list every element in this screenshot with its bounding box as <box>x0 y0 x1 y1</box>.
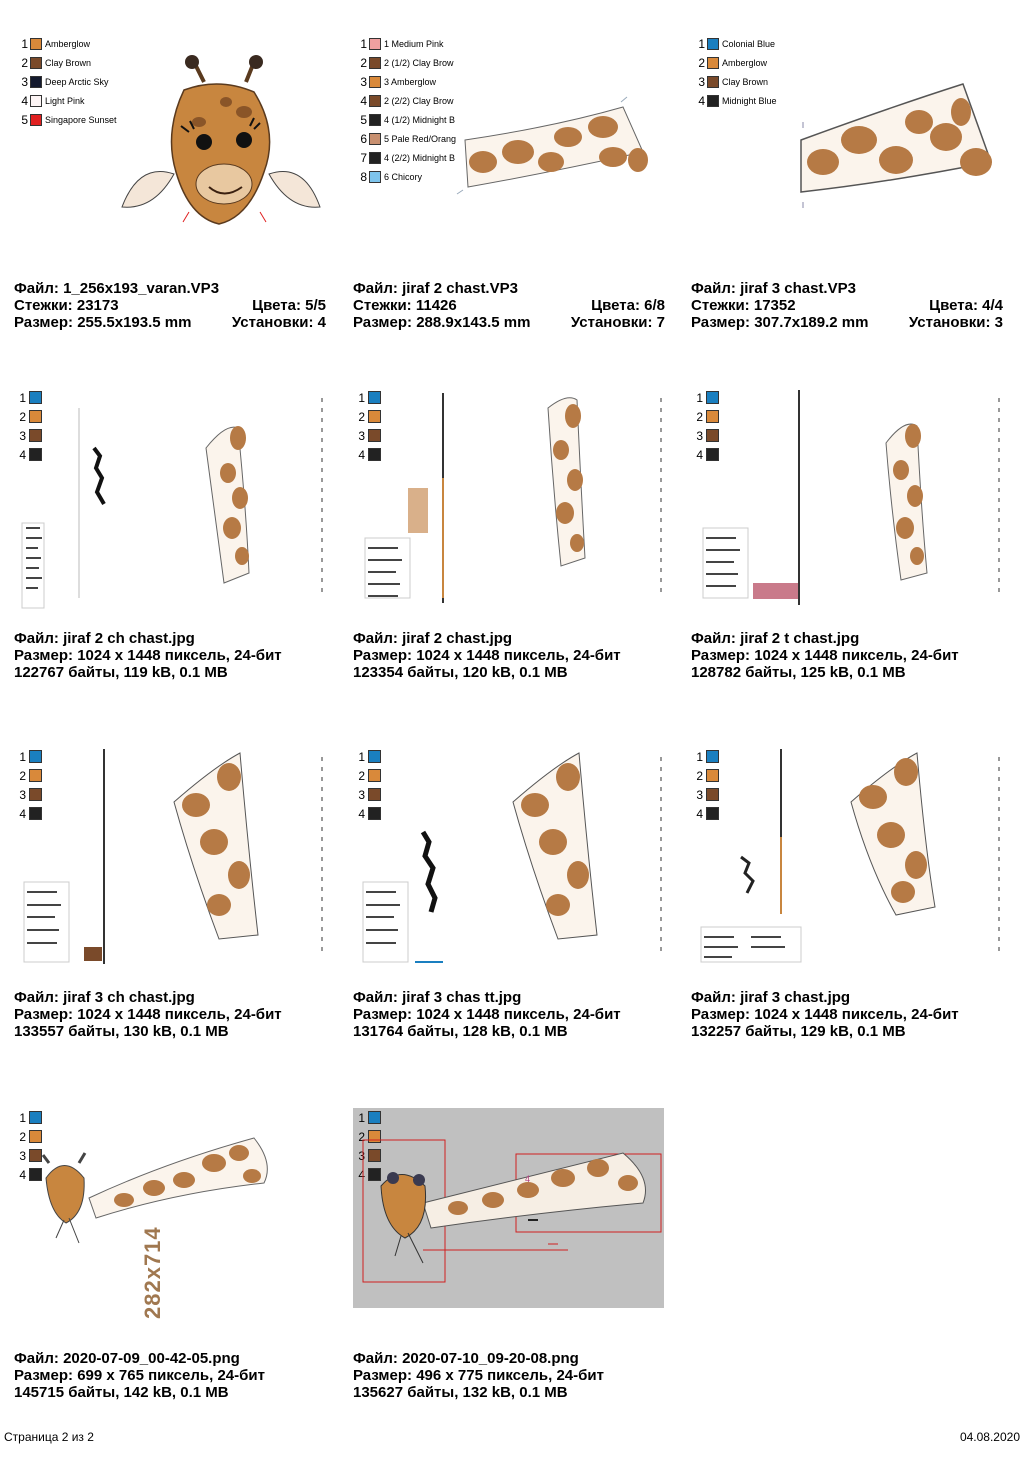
file-info: Файл: jiraf 2 t chast.jpg Размер: 1024 x 1448 пиксель, 24-бит 128782 байты, 125 kB, 0.1 MB <box>691 630 959 681</box>
legend-item: 3 3 Amberglow <box>360 74 437 89</box>
file-name: 1_256x193_varan.VP3 <box>63 280 220 297</box>
file-info: Файл: 2020-07-09_00-42-05.png Размер: 699 x 765 пиксель, 24-бит 145715 байты, 142 kB, 0.1 MB <box>14 1350 265 1401</box>
print-date: 04.08.2020 <box>959 1430 1020 1444</box>
file-name: jiraf 3 ch chast.jpg <box>63 989 195 1006</box>
file-info: Файл: jiraf 3 chas tt.jpg Размер: 1024 x 1448 пиксель, 24-бит 131764 байты, 128 kB, 0.1 MB <box>353 989 621 1040</box>
neck-curved-image <box>691 747 1003 969</box>
file-name: jiraf 3 chast.VP3 <box>740 280 856 297</box>
hoop-label: 4 <box>525 1174 531 1184</box>
mini-legend: 1 2 3 4 <box>693 388 719 464</box>
stitch-count: 11426 <box>415 297 457 314</box>
catalog-item-4 <box>14 388 326 748</box>
catalog-item-9 <box>691 747 1003 1107</box>
thumbnail-jpg-preview <box>353 747 665 969</box>
legend-item: 1 Amberglow <box>21 36 91 51</box>
legend-item: 6 5 Pale Red/Orang <box>360 131 457 146</box>
file-name: 2020-07-10_09-20-08.png <box>402 1350 579 1367</box>
legend-item: 4 Midnight Blue <box>698 93 777 108</box>
catalog-item-11 <box>353 1108 665 1468</box>
catalog-item-3 <box>691 12 1003 372</box>
giraffe-head-image <box>14 12 326 272</box>
legend-item: 2 Amberglow <box>698 55 768 70</box>
legend-item: 5 4 (1/2) Midnight B <box>360 112 456 127</box>
color-count: 5/5 <box>305 297 326 314</box>
thumbnail-jpg-preview <box>14 747 326 969</box>
image-size: 496 x 775 пиксель, 24-бит <box>416 1367 604 1384</box>
setup-count: 7 <box>656 314 665 331</box>
stitch-count: 17352 <box>753 297 796 314</box>
catalog-item-10 <box>14 1108 326 1468</box>
mini-legend: 1 2 3 4 <box>355 1108 381 1184</box>
file-bytes: 123354 байты, 120 kB, 0.1 MB <box>353 664 568 681</box>
page-number: Страница 2 из 2 <box>4 1430 94 1444</box>
legend-item: 7 4 (2/2) Midnight B <box>360 150 456 165</box>
file-name: jiraf 2 t chast.jpg <box>740 630 860 647</box>
thumbnail-jpg-preview <box>14 388 326 610</box>
file-bytes: 135627 байты, 132 kB, 0.1 MB <box>353 1384 568 1401</box>
thumbnail-jpg-preview <box>691 747 1003 969</box>
neck-curved-image <box>14 747 326 969</box>
image-size: 1024 x 1448 пиксель, 24-бит <box>754 647 959 664</box>
file-info: Файл: jiraf 3 chast.jpg Размер: 1024 x 1448 пиксель, 24-бит 132257 байты, 129 kB, 0.1 MB <box>691 989 959 1040</box>
file-info: Файл: jiraf 3 ch chast.jpg Размер: 1024 x 1448 пиксель, 24-бит 133557 байты, 130 kB, 0.1 MB <box>14 989 282 1040</box>
giraffe-hoop-layout-image <box>353 1108 664 1308</box>
neck-vertical-image <box>353 388 665 610</box>
thumbnail-png-preview <box>14 1108 326 1330</box>
design-size: 307.7x189.2 mm <box>754 314 869 331</box>
image-size: 1024 x 1448 пиксель, 24-бит <box>77 1006 282 1023</box>
file-info: Файл: jiraf 2 chast.jpg Размер: 1024 x 1448 пиксель, 24-бит 123354 байты, 120 kB, 0.1 MB <box>353 630 621 681</box>
legend-item: 2 Clay Brown <box>21 55 92 70</box>
file-bytes: 128782 байты, 125 kB, 0.1 MB <box>691 664 906 681</box>
file-name: 2020-07-09_00-42-05.png <box>63 1350 240 1367</box>
thumbnail-neck-part-2 <box>353 12 665 272</box>
file-bytes: 132257 байты, 129 kB, 0.1 MB <box>691 1023 906 1040</box>
legend-item: 1 1 Medium Pink <box>360 36 444 51</box>
setup-count: 4 <box>317 314 326 331</box>
design-size: 288.9x143.5 mm <box>416 314 531 331</box>
file-bytes: 145715 байты, 142 kB, 0.1 MB <box>14 1384 229 1401</box>
file-bytes: 131764 байты, 128 kB, 0.1 MB <box>353 1023 568 1040</box>
file-name: jiraf 2 chast.VP3 <box>402 280 518 297</box>
mini-legend: 1 2 3 4 <box>355 747 381 823</box>
file-info: Файл: jiraf 2 ch chast.jpg Размер: 1024 x 1448 пиксель, 24-бит 122767 байты, 119 kB, 0.1 MB <box>14 630 282 681</box>
size-annotation: 282x714 <box>140 1226 165 1319</box>
image-size: 1024 x 1448 пиксель, 24-бит <box>77 647 282 664</box>
file-info: Файл: jiraf 3 chast.VP3 Стежки: 17352 Цвета: 4/4 Размер: 307.7x189.2 mm Установки: 3 <box>691 280 1003 331</box>
file-name: jiraf 3 chast.jpg <box>740 989 851 1006</box>
thumbnail-jpg-preview <box>353 388 665 610</box>
file-name: jiraf 2 ch chast.jpg <box>63 630 195 647</box>
thumbnail-png-preview <box>353 1108 664 1308</box>
legend-item: 8 6 Chicory <box>360 169 423 184</box>
mini-legend: 1 2 3 4 <box>693 747 719 823</box>
neck-vertical-image <box>14 388 326 610</box>
mini-legend: 1 2 3 4 <box>355 388 381 464</box>
mini-legend: 1 2 3 4 <box>16 1108 42 1184</box>
image-size: 1024 x 1448 пиксель, 24-бит <box>416 1006 621 1023</box>
file-name: jiraf 3 chas tt.jpg <box>402 989 522 1006</box>
color-count: 6/8 <box>644 297 665 314</box>
setup-count: 3 <box>994 314 1003 331</box>
catalog-item-1 <box>14 12 326 372</box>
legend-item: 3 Clay Brown <box>698 74 769 89</box>
legend-item: 3 Deep Arctic Sky <box>21 74 109 89</box>
file-info: Файл: jiraf 2 chast.VP3 Стежки: 11426 Цвета: 6/8 Размер: 288.9x143.5 mm Установки: 7 <box>353 280 665 331</box>
file-bytes: 133557 байты, 130 kB, 0.1 MB <box>14 1023 229 1040</box>
legend-item: 1 Colonial Blue <box>698 36 776 51</box>
stitch-count: 23173 <box>76 297 119 314</box>
neck-segment-image <box>353 12 665 272</box>
thumbnail-giraffe-head <box>14 12 326 272</box>
legend-item: 5 Singapore Sunset <box>21 112 117 127</box>
legend-item: 4 2 (2/2) Clay Brow <box>360 93 454 108</box>
catalog-item-7 <box>14 747 326 1107</box>
image-size: 699 x 765 пиксель, 24-бит <box>77 1367 265 1384</box>
legend-item: 2 2 (1/2) Clay Brow <box>360 55 454 70</box>
file-name: jiraf 2 chast.jpg <box>402 630 513 647</box>
mini-legend: 1 2 3 4 <box>16 388 42 464</box>
file-info: Файл: 2020-07-10_09-20-08.png Размер: 496 x 775 пиксель, 24-бит 135627 байты, 132 kB, 0.1 MB <box>353 1350 604 1401</box>
catalog-item-5 <box>353 388 665 748</box>
thumbnail-neck-part-3 <box>691 12 1003 272</box>
neck-curved-image <box>353 747 665 969</box>
legend-item: 4 Light Pink <box>21 93 85 108</box>
color-count: 4/4 <box>982 297 1003 314</box>
catalog-item-2 <box>353 12 665 372</box>
neck-vertical-image <box>691 388 1003 610</box>
giraffe-full-image <box>14 1108 326 1330</box>
image-size: 1024 x 1448 пиксель, 24-бит <box>754 1006 959 1023</box>
file-info: Файл: 1_256x193_varan.VP3 Стежки: 23173 Цвета: 5/5 Размер: 255.5x193.5 mm Установки: 4 <box>14 280 326 331</box>
image-size: 1024 x 1448 пиксель, 24-бит <box>416 647 621 664</box>
neck-segment-image <box>691 12 1003 272</box>
mini-legend: 1 2 3 4 <box>16 747 42 823</box>
thumbnail-jpg-preview <box>691 388 1003 610</box>
catalog-item-6 <box>691 388 1003 748</box>
file-bytes: 122767 байты, 119 kB, 0.1 MB <box>14 664 228 681</box>
design-size: 255.5x193.5 mm <box>77 314 192 331</box>
catalog-item-8 <box>353 747 665 1107</box>
